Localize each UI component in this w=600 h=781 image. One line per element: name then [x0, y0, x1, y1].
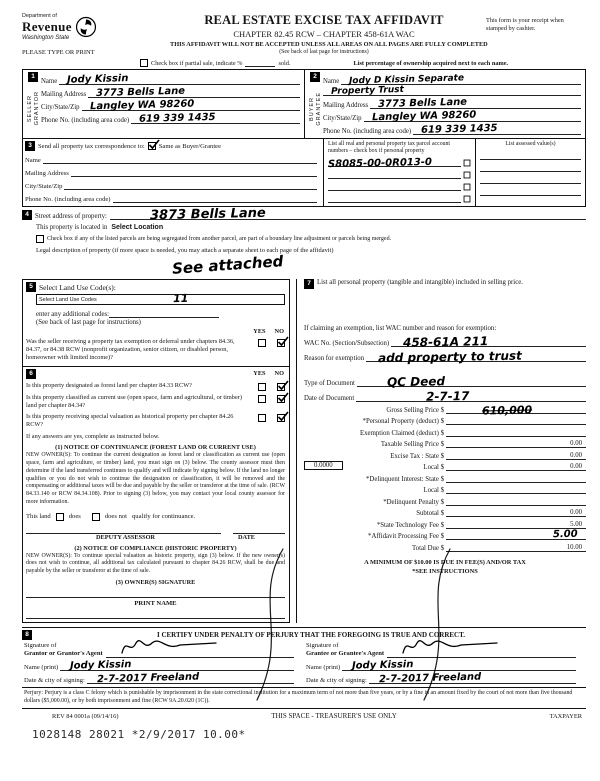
does-label: does [68, 513, 81, 521]
buyer-phone-value: 619 339 1435 [421, 122, 498, 136]
buyer-mailing-value: 3773 Bells Lane [378, 96, 468, 111]
see-back-note: (See back of last page for instructions) [279, 49, 369, 55]
wac-number-field[interactable] [391, 334, 586, 350]
does-not-label: does not [104, 513, 127, 521]
rev-form-number: REV 84 0001a (09/14/16) [52, 712, 119, 720]
print-name-line[interactable] [26, 618, 285, 619]
seller-phone-field[interactable] [131, 113, 300, 124]
excise-local-field[interactable]: 0.00 [446, 463, 586, 471]
this-land-label: This land [26, 513, 51, 521]
corr-city-field[interactable] [64, 189, 317, 190]
buyer-name-label: Name [323, 78, 340, 85]
delinquent-penalty-field[interactable] [446, 505, 586, 506]
same-as-buyer-checkbox[interactable] [148, 142, 156, 150]
exemption-no-checkbox[interactable] [277, 339, 285, 347]
seller-phone-value: 619 339 1435 [139, 111, 216, 125]
buyer-phone-label: Phone No. (including area code) [323, 128, 412, 135]
assessed-values-header: List assessed value(s) [505, 141, 556, 147]
corr-phone-label: Phone No. (including area code) [25, 196, 111, 203]
form-header [22, 13, 586, 56]
buyer-mailing-field[interactable] [370, 98, 581, 109]
yes-header-6: YES [253, 370, 266, 378]
delinquent-interest-local-field[interactable] [446, 493, 586, 494]
notice-compliance-title: (2) NOTICE OF COMPLIANCE (HISTORIC PROPERTY) [74, 544, 237, 552]
forest-no-checkbox[interactable] [277, 383, 285, 391]
segregated-label: Check box if any of the listed parcels are being segregated from another parcel, are part of a boundary line adjustment or parcels being merged. [47, 236, 392, 242]
corr-phone-field[interactable] [113, 202, 317, 203]
left-column [22, 279, 290, 623]
designation-section [22, 367, 290, 624]
buyer-phone-field[interactable] [413, 124, 581, 135]
corr-name-label: Name [25, 157, 41, 164]
type-of-document-field[interactable] [357, 374, 586, 390]
seller-grantor-panel [23, 70, 304, 138]
grantor-signature-block: Signature of Grantor or Grantor's Agent Name (print) Jody Kissin Date & city of signing: 2-7-2017 Freeland [22, 642, 304, 684]
ownership-note: List percentage of ownership acquired next to each name. [353, 60, 509, 67]
yes-header: YES [253, 328, 266, 335]
seller-name-field[interactable] [59, 74, 300, 85]
parcel-field-1[interactable] [327, 157, 461, 171]
seller-name-label: Name [41, 78, 58, 85]
section-4-number: 4 [22, 210, 32, 220]
receipt-note: This form is your receipt when stamped by cashier. [486, 17, 564, 33]
taxable-selling-price-field[interactable]: 0.00 [446, 440, 586, 448]
section-1-number: 1 [28, 72, 38, 82]
current-use-question: Is this property classified as current use (open space, farm and agricultural, or timber) land per chapter 84.34? [26, 393, 242, 409]
print-name-label: PRINT NAME [134, 600, 177, 608]
grantor-signature-line[interactable] [106, 644, 294, 658]
exemption-intro: If claiming an exemption, list WAC number and reason for exemption: [304, 325, 497, 332]
seller-city-field[interactable] [82, 100, 300, 111]
segregated-checkbox[interactable] [36, 235, 44, 243]
local-rate-box: 0.0000 [304, 461, 343, 470]
if-yes-note: If any answers are yes, complete as instructed below. [26, 433, 160, 441]
historic-question: Is this property receiving special valuation as historical property per chapter 84.26 RCW? [26, 412, 234, 429]
partial-sale-checkbox[interactable] [140, 59, 148, 67]
partial-sale-percent-field[interactable] [245, 66, 275, 67]
state-technology-fee-field[interactable]: 5.00 [446, 521, 586, 529]
grantee-name-field[interactable] [342, 660, 576, 671]
section-2-number: 2 [310, 72, 320, 82]
checkmark-icon [277, 392, 289, 403]
buyer-name-value2: Property Trust [330, 84, 405, 97]
tax-row-delinq-interest-local: Local $ [304, 483, 586, 495]
buyer-city-label: City/State/Zip [323, 115, 362, 122]
reason-exemption-value: add property to trust [377, 348, 523, 366]
corr-city-label: City/State/Zip [25, 183, 63, 190]
type-of-document-value: QC Deed [386, 374, 446, 390]
assessed-value-field-3[interactable] [480, 172, 581, 184]
cashier-receipt-stamp: 1028148 28021 *2/9/2017 10.00* [32, 728, 246, 742]
please-type-label: PLEASE TYPE OR PRINT [22, 49, 95, 56]
certify-statement: I CERTIFY UNDER PENALTY OF PERJURY THAT THE FOREGOING IS TRUE AND CORRECT. [156, 631, 465, 640]
grantor-signature [116, 633, 236, 657]
personal-property-deduct-field[interactable] [446, 424, 586, 425]
wac-number-label: WAC No. (Section/Subsection) [304, 340, 390, 347]
tax-row-exemption: Exemption Claimed (deduct) $ [304, 425, 586, 437]
historic-no-checkbox[interactable] [277, 414, 285, 422]
grantee-signature-block: Signature of Grantee or Grantee's Agent Name (print) Jody Kissin Date & city of signing: 2-7-2017 Freeland [304, 642, 586, 684]
located-in-label: This property is located in [36, 224, 108, 231]
delinquent-interest-state-field[interactable] [446, 482, 586, 483]
qualify-label: qualify for continuance. [132, 513, 196, 521]
parcel-field-2[interactable] [328, 178, 461, 179]
section-6-number: 6 [26, 369, 36, 379]
tax-row-delinq-interest-state: *Delinquent Interest: State $ [304, 471, 586, 483]
buyer-name-value: Jody D Kissin Separate [349, 73, 465, 87]
grantee-date-city-field[interactable] [369, 673, 576, 684]
property-section [22, 205, 586, 278]
form-footer [22, 712, 586, 720]
grantee-side-label: GRANTEE [315, 91, 322, 126]
affidavit-fee-value: 5.00 [553, 528, 579, 541]
owner-signature-line[interactable] [26, 597, 285, 598]
street-address-field[interactable] [110, 205, 586, 224]
land-use-title: Select Land Use Code(s): [39, 282, 116, 292]
exemption-claimed-field[interactable] [446, 436, 586, 437]
does-not-checkbox[interactable] [92, 513, 100, 521]
checkmark-icon [277, 336, 289, 347]
subtotal-field[interactable]: 0.00 [446, 509, 586, 517]
parcel-personal-checkbox-2[interactable] [464, 172, 471, 179]
seller-mailing-field[interactable] [88, 87, 300, 98]
taxpayer-label: TAXPAYER [549, 712, 582, 720]
parcel-field-3[interactable] [328, 190, 461, 191]
personal-property-label: List all personal property (tangible and intangible) included in selling price. [317, 279, 523, 286]
no-header-6: NO [274, 370, 284, 378]
section-8-number: 8 [22, 630, 32, 640]
grantor-name-field[interactable] [60, 660, 294, 671]
parcel-value: S8085-00-0R013-0 [327, 157, 432, 171]
section-5-number: 5 [26, 282, 36, 292]
section-3-number: 3 [25, 141, 35, 151]
buyer-name-field[interactable] [341, 75, 581, 85]
assessed-value-field-2[interactable] [480, 160, 581, 172]
tax-row-affidavit-fee: *Affidavit Processing Fee $ 5.00 [304, 529, 586, 541]
owner-signature-title: (3) OWNER(S) SIGNATURE [115, 579, 196, 587]
tax-row-excise-state: Excise Tax : State $ 0.00 [304, 448, 586, 460]
corr-mailing-label: Mailing Address [25, 170, 69, 177]
checkmark-icon [148, 139, 160, 150]
location-dropdown[interactable]: Select Location [111, 224, 164, 231]
date-of-document-label: Date of Document [304, 395, 355, 402]
gross-selling-price-value: 610,000 [482, 402, 533, 418]
grantor-date-city-value: 2-7-2017 Freeland [96, 672, 200, 686]
wac-number-value: 458-61A 211 [403, 334, 489, 350]
tax-row-tech-fee: *State Technology Fee $ 5.00 [304, 517, 586, 529]
buyer-grantee-panel [304, 70, 585, 138]
does-checkbox[interactable] [56, 513, 64, 521]
tax-row-taxable: Taxable Selling Price $ 0.00 [304, 437, 586, 449]
seller-mailing-value: 3773 Bells Lane [96, 85, 186, 100]
see-instructions-note: *SEE INSTRUCTIONS [412, 568, 478, 576]
tax-row-delinq-penalty: *Delinquent Penalty $ [304, 494, 586, 506]
certification-section [22, 627, 586, 684]
seller-city-label: City/State/Zip [41, 104, 80, 111]
tax-row-subtotal: Subtotal $ 0.00 [304, 506, 586, 518]
buyer-city-field[interactable] [364, 111, 581, 122]
tax-column [296, 279, 586, 623]
street-address-value: 3873 Bells Lane [149, 205, 266, 224]
excise-state-field[interactable]: 0.00 [446, 452, 586, 460]
tax-row-total: Total Due $ 10.00 [304, 540, 586, 552]
land-use-dropdown[interactable] [36, 291, 285, 306]
grantor-name-value: Jody Kissin [70, 659, 132, 673]
checkmark-icon [277, 380, 289, 391]
seller-mailing-label: Mailing Address [41, 91, 87, 98]
exemption-question: Was the seller receiving a property tax exemption or deferral under chapters 84.36, 84.37, or 84.38 RCW (nonprofit organization, senior citizen, or disabled person, homeowner with limited income)? [26, 338, 235, 362]
partial-sale-label: Check box if partial sale, indicate % [151, 60, 243, 67]
additional-codes-field[interactable] [109, 317, 219, 318]
assessed-value-field-1[interactable] [480, 148, 581, 160]
assessed-value-field-4[interactable] [480, 184, 581, 196]
treasurer-use-label: THIS SPACE - TREASURER'S USE ONLY [271, 712, 397, 721]
revenue-swirl-icon [75, 16, 97, 38]
tax-row-personal: *Personal Property (deduct) $ [304, 414, 586, 426]
additional-codes-label: enter any additional codes: [36, 311, 110, 318]
agency-dept-text: Department of [22, 13, 57, 19]
grantee-name-value: Jody Kissin [352, 659, 414, 673]
forest-yes-checkbox[interactable] [258, 383, 266, 391]
form-warning: THIS AFFIDAVIT WILL NOT BE ACCEPTED UNLESS ALL AREAS ON ALL PAGES ARE FULLY COMPLETED [170, 41, 488, 48]
revenue-logo [22, 13, 170, 56]
reason-exemption-label: Reason for exemption [304, 355, 365, 362]
seller-side-label: SELLER [26, 94, 33, 123]
buyer-side-label: BUYER [308, 96, 315, 121]
form-title: REAL ESTATE EXCISE TAX AFFIDAVIT [204, 13, 444, 27]
land-use-dropdown-text: Select Land Use Codes [39, 296, 97, 303]
send-correspondence-label: Send all property tax correspondence to: [38, 142, 145, 150]
notice-continuance-title: (1) NOTICE OF CONTINUANCE (FOREST LAND OR CURRENT USE) [55, 444, 256, 452]
parties-section [22, 69, 586, 139]
exemption-yes-checkbox[interactable] [258, 339, 266, 347]
sold-label: sold. [278, 60, 291, 67]
partial-sale-row [140, 59, 586, 67]
type-of-document-label: Type of Document [304, 380, 355, 387]
land-use-code-value: 11 [172, 291, 189, 306]
tax-row-gross: Gross Selling Price $ 610,000 [304, 402, 586, 414]
same-as-buyer-label: Same as Buyer/Grantee [158, 142, 222, 150]
reason-exemption-field[interactable] [366, 348, 586, 366]
grantee-signature-line[interactable] [387, 644, 576, 658]
buyer-city-value: Langley WA 98260 [371, 109, 476, 124]
buyer-name-field-line2[interactable] [323, 86, 581, 96]
agency-state-text: Washington State [22, 35, 70, 41]
parcel-personal-checkbox-4[interactable] [464, 196, 471, 203]
legal-description-value: See attached [171, 252, 284, 278]
corr-mailing-field[interactable] [71, 176, 317, 177]
land-use-see-back: (See back of last page for instructions) [36, 319, 141, 326]
parcel-personal-checkbox-3[interactable] [464, 184, 471, 191]
total-due-field[interactable]: 10.00 [446, 544, 586, 552]
parcel-personal-checkbox-1[interactable] [464, 160, 471, 167]
grantee-date-city-value: 2-7-2017 Freeland [378, 672, 482, 686]
seller-name-value: Jody Kissin [67, 73, 129, 86]
parcel-field-4[interactable] [328, 202, 461, 203]
minimum-fee-note: A MINIMUM OF $10.00 IS DUE IN FEE(S) AND/OR TAX [364, 558, 526, 566]
deputy-date-label: DATE [237, 533, 255, 541]
historic-yes-checkbox[interactable] [258, 414, 266, 422]
notice-compliance-body: NEW OWNER(S): To continue special valuation as historic property, sign (3) below. If the new owner(s) does not wish to continue, all additional tax calculated pursuant to chapter 84.26 RCW, shall be due and payable by the seller or transferor at the time of sale. [26, 552, 285, 575]
date-of-document-value: 2-7-17 [426, 389, 470, 404]
grantor-side-label: GRANTOR [33, 91, 40, 126]
date-of-document-field[interactable] [356, 389, 586, 402]
tax-row-local: 0.0000 Local $ 0.00 [304, 460, 586, 472]
seller-city-value: Langley WA 98260 [89, 98, 194, 113]
current-use-yes-checkbox[interactable] [258, 395, 266, 403]
forest-land-question: Is this property designated as forest land per chapter 84.33 RCW? [26, 381, 192, 389]
legal-description-label: Legal description of property (if more space is needed, you may attach a separate sheet to each page of the affidavit) [36, 247, 334, 254]
current-use-no-checkbox[interactable] [277, 395, 285, 403]
no-header: NO [274, 328, 284, 335]
corr-name-field[interactable] [43, 163, 317, 164]
correspondence-section [22, 139, 586, 207]
perjury-notice: Perjury: Perjury is a class C felony which is punishable by imprisonment in the state correctional institution for a maximum term of not more than five years, or by a fine in an amount fixed by the court of not more than five thousand dollars ($5,000.00), or by both imprisonment and fine (RCW 9A.20.020 (1C)). [22, 687, 586, 709]
agency-name-text: Revenue [22, 19, 72, 34]
form-subtitle: CHAPTER 82.45 RCW – CHAPTER 458-61A WAC [233, 29, 415, 39]
notice-continuance-body: NEW OWNER(S): To continue the current designation as forest land or classification as current use (open space, farm and agriculture, or timber) land, you must sign on (3) below. The county assessor must then determine if the land transferred continues to qualify and will indicate by signing below. If the land no longer qualifies or you do not wish to continue the designation or classification, it will be removed and the compensating or additional taxes will be due and payable by the seller or transferor at the time of sale. (RCW 84.33.140 or RCW 84.34.108). Prior to signing (3) below, you may contact your local county assessor for more information. [26, 452, 285, 505]
grantor-date-city-field[interactable] [87, 673, 294, 684]
checkmark-icon [277, 411, 289, 422]
buyer-mailing-label: Mailing Address [323, 102, 369, 109]
parcel-numbers-header: List all real and personal property tax parcel account numbers – check box if personal property [328, 141, 451, 155]
seller-phone-label: Phone No. (including area code) [41, 117, 130, 124]
deputy-assessor-label: DEPUTY ASSESSOR [96, 533, 156, 541]
land-use-section [22, 279, 290, 367]
grantee-signature [397, 633, 517, 657]
street-address-label: Street address of property: [35, 213, 107, 220]
section-7-number: 7 [304, 279, 314, 289]
